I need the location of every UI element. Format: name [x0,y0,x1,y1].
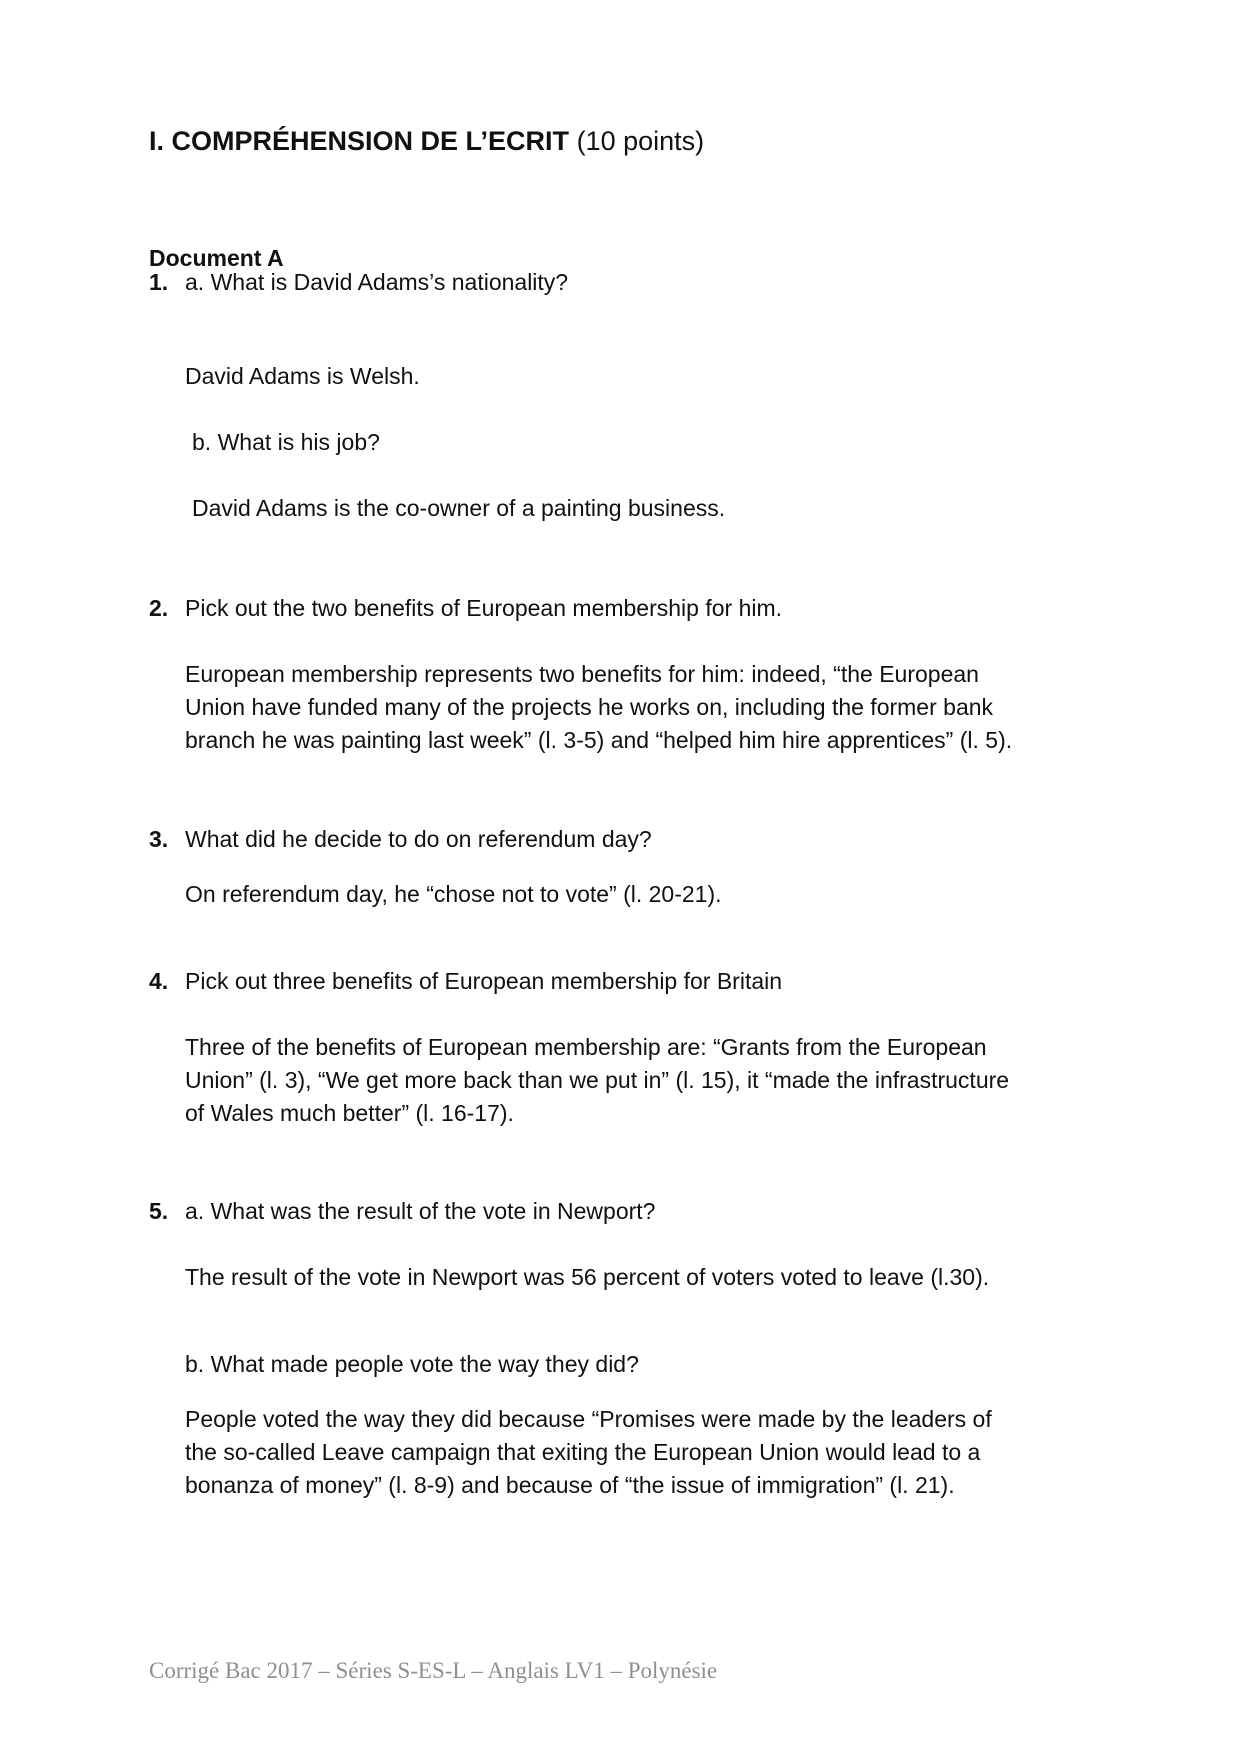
answer-line: People voted the way they did because “Promises were made by the leaders of [185,1406,992,1432]
page-title-points: (10 points) [576,126,705,156]
answer-line: Union” (l. 3), “We get more back than we put in” (l. 15), it “made the infrastructure [185,1067,1010,1093]
question-text: Pick out three benefits of European membership for Britain [185,968,783,994]
answer-line: the so-called Leave campaign that exiting the European Union would lead to a [185,1439,981,1465]
answer-line: David Adams is Welsh. [185,363,420,389]
question-number: 4. [149,968,169,994]
question-number: 2. [149,595,169,621]
question-text: b. What made people vote the way they did? [185,1351,639,1377]
answer-line: Union have funded many of the projects he works on, including the former bank [185,694,994,720]
question-number: 3. [149,826,169,852]
answer-line: European membership represents two benefits for him: indeed, “the European [185,661,979,687]
answer-line: On referendum day, he “chose not to vote” (l. 20-21). [185,881,722,907]
answer-line: bonanza of money” (l. 8-9) and because of “the issue of immigration” (l. 21). [185,1472,955,1498]
question-text: What did he decide to do on referendum day? [185,826,652,852]
question-number: 1. [149,269,169,295]
question-text: a. What was the result of the vote in Newport? [185,1198,656,1224]
answer-line: The result of the vote in Newport was 56 percent of voters voted to leave (l.30). [185,1264,990,1290]
question-number: 5. [149,1198,169,1224]
question-text: a. What is David Adams’s nationality? [185,269,569,295]
answer-line: Three of the benefits of European membership are: “Grants from the European [185,1034,987,1060]
answer-line: David Adams is the co-owner of a painting business. [192,495,726,521]
section-heading: Document A [149,245,284,271]
page-title [149,124,704,158]
question-text: b. What is his job? [192,429,380,455]
question-text: Pick out the two benefits of European membership for him. [185,595,783,621]
answer-line: branch he was painting last week” (l. 3-5) and “helped him hire apprentices” (l. 5). [185,727,1013,753]
answer-line: of Wales much better” (l. 16-17). [185,1100,514,1126]
page-footer: Corrigé Bac 2017 – Séries S-ES-L – Anglais LV1 – Polynésie [149,1658,718,1683]
page-title-main: I. COMPRÉHENSION DE L’ECRIT [149,126,570,156]
